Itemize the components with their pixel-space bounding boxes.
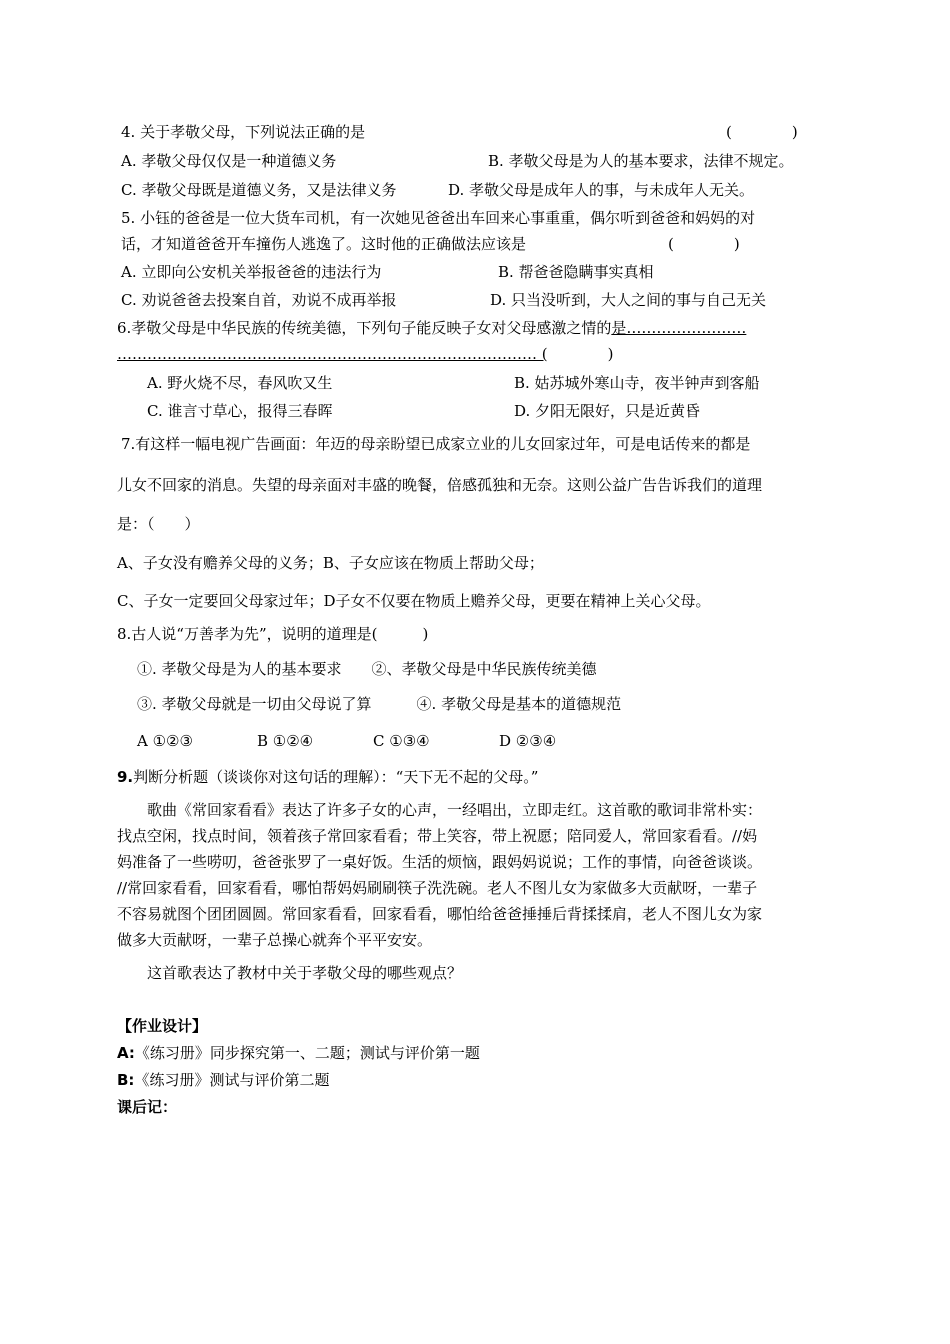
q6-option-a: A. 野火烧不尽，春风吹又生 [147, 374, 333, 392]
homework-a [117, 1043, 480, 1063]
q6-option-b: B. 姑苏城外寒山寺，夜半钟声到客船 [514, 374, 760, 392]
q9-stem-text: 判断分析题（谈谈你对这句话的理解）：“天下无不起的父母。” [133, 768, 539, 786]
q8-option-c: C ①③④ [373, 732, 430, 750]
q5-stem-line1: 5. 小钰的爸爸是一位大货车司机，有一次她见爸爸出车回来心事重重，偶尔听到爸爸和妈妈的对 [121, 209, 756, 227]
q5-option-b: B. 帮爸爸隐瞒事实真相 [498, 263, 654, 281]
q9-stem [117, 767, 538, 787]
q9-lyrics-line4: //常回家看看，回家看看，哪怕帮妈妈刷刷筷子洗洗碗。老人不图儿女为家做多大贡献呀，一辈子 [117, 879, 758, 897]
homework-a-text: 《练习册》同步探究第一、二题；测试与评价第一题 [134, 1044, 480, 1062]
q8-statements-3-4: ③. 孝敬父母就是一切由父母说了算 ④. 孝敬父母是基本的道德规范 [137, 695, 622, 713]
q8-stem: 8.古人说“万善孝为先”，说明的道理是( ) [117, 625, 429, 643]
q4-option-c: C. 孝敬父母既是道德义务，又是法律义务 [121, 181, 397, 199]
q8-option-a: A ①②③ [137, 732, 193, 750]
q5-stem-line2: 话，才知道爸爸开车撞伤人逃逸了。这时他的正确做法应该是 [121, 235, 527, 253]
homework-b-text: 《练习册》测试与评价第二题 [134, 1071, 330, 1089]
q7-options-ab: A、子女没有赡养父母的义务；B、子女应该在物质上帮助父母； [117, 554, 544, 572]
q9-number: 9. [117, 768, 134, 786]
q9-lyrics-line6: 做多大贡献呀，一辈子总操心就奔个平平安安。 [117, 931, 433, 949]
q6-dotted-leader: ………………………………………………………………………… ( [117, 345, 548, 363]
q8-option-d: D ②③④ [499, 732, 557, 750]
q6-stem-line1 [117, 318, 746, 338]
q7-stem-line1: 7.有这样一幅电视广告画面：年迈的母亲盼望已成家立业的儿女回家过年，可是电话传来的都是 [121, 435, 751, 453]
homework-b [117, 1070, 329, 1090]
q8-option-b: B ①②④ [257, 732, 314, 750]
q4-option-a: A. 孝敬父母仅仅是一种道德义务 [121, 152, 337, 170]
q6-option-c: C. 谁言寸草心，报得三春晖 [147, 402, 333, 420]
q4-answer-paren: ( ) [726, 123, 798, 141]
q7-options-cd: C、子女一定要回父母家过年；D子女不仅要在物质上赡养父母，更要在精神上关心父母。 [117, 592, 711, 610]
q6-option-d: D. 夕阳无限好，只是近黄昏 [514, 402, 701, 420]
homework-a-label: A: [117, 1044, 135, 1062]
q9-lyrics-line1: 歌曲《常回家看看》表达了许多子女的心声，一经唱出，立即走红。这首歌的歌词非常朴实： [147, 801, 763, 819]
q9-lyrics-line5: 不容易就图个团团圆圆。常回家看看，回家看看，哪怕给爸爸捶捶后背揉揉肩，老人不图儿女为家 [117, 905, 763, 923]
q9-lyrics-line3: 妈准备了一些唠叨，爸爸张罗了一桌好饭。生活的烦恼，跟妈妈说说；工作的事情，向爸爸谈谈。 [117, 853, 763, 871]
q9-lyrics-line2: 找点空闲，找点时间，领着孩子常回家看看；带上笑容，带上祝愿；陪同爱人，常回家看看。//妈 [117, 827, 758, 845]
after-class-notes-label: 课后记： [117, 1098, 178, 1116]
q6-stem-text: 6.孝敬父母是中华民族的传统美德，下列句子能反映子女对父母感激之情的 [117, 319, 612, 337]
q6-stem-underlined: 是…………………… [611, 319, 747, 337]
q4-stem: 4. 关于孝敬父母，下列说法正确的是 [121, 123, 366, 141]
q8-statements-1-2: ①. 孝敬父母是为人的基本要求 ②、孝敬父母是中华民族传统美德 [137, 660, 597, 678]
q4-option-b: B. 孝敬父母是为人的基本要求，法律不规定。 [488, 152, 794, 170]
q5-option-a: A. 立即向公安机关举报爸爸的违法行为 [121, 263, 382, 281]
homework-b-label: B: [117, 1071, 135, 1089]
q5-answer-paren: ( ) [668, 235, 740, 253]
homework-title: 【作业设计】 [117, 1017, 208, 1035]
q6-answer-paren: ) [547, 345, 614, 363]
q9-question: 这首歌表达了教材中关于孝敬父母的哪些观点？ [147, 964, 463, 982]
q7-stem-line2: 儿女不回家的消息。失望的母亲面对丰盛的晚餐，倍感孤独和无奈。这则公益广告告诉我们的道理 [117, 476, 763, 494]
q7-stem-line3: 是：（ ） [117, 515, 200, 533]
q4-option-d: D. 孝敬父母是成年人的事，与未成年人无关。 [448, 181, 755, 199]
q5-option-c: C. 劝说爸爸去投案自首，劝说不成再举报 [121, 291, 397, 309]
q6-stem-line2 [117, 344, 613, 364]
q5-option-d: D. 只当没听到，大人之间的事与自己无关 [490, 291, 767, 309]
